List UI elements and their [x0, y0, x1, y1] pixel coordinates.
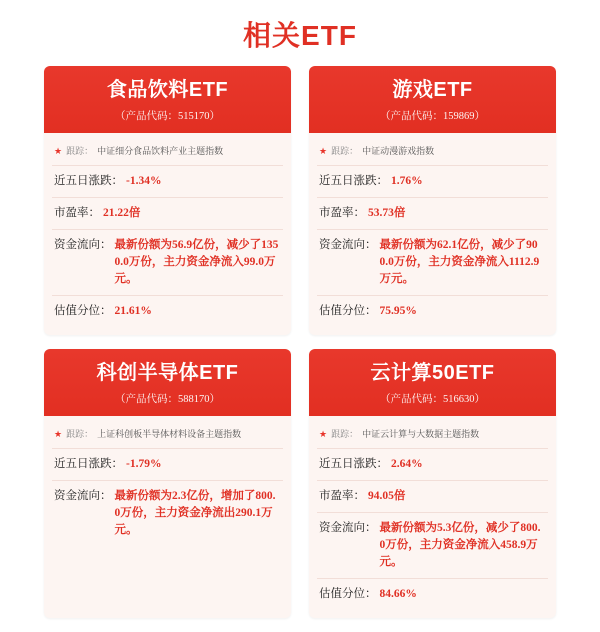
valuation-percentile-value: 75.95% [379, 305, 417, 317]
capital-flow-value: 最新份额为5.3亿份，减少了800.0万份，主力资金净流入458.9万元。 [379, 522, 541, 568]
capital-flow-value: 最新份额为2.3亿份，增加了800.0万份，主力资金净流出290.1万元。 [114, 490, 276, 536]
code-value: 588170 [178, 394, 210, 405]
etf-card[interactable] [44, 349, 291, 618]
capital-flow-label: 资金流向： [54, 239, 112, 251]
etf-card-header [309, 66, 556, 133]
valuation-percentile-value: 21.61% [114, 305, 152, 317]
capital-flow-value: 最新份额为62.1亿份，减少了900.0万份，主力资金净流入1112.9万元。 [379, 239, 540, 285]
pe-ratio-value: 53.73倍 [368, 207, 406, 219]
five-day-change-label: 近五日涨跌： [319, 175, 388, 187]
star-icon: ★ [54, 429, 63, 439]
etf-card[interactable] [44, 66, 291, 335]
five-day-change-row [317, 166, 548, 198]
capital-flow-label: 资金流向： [319, 239, 377, 251]
code-prefix: （产品代码： [115, 111, 178, 122]
valuation-percentile-value: 84.66% [379, 588, 417, 600]
etf-card-header [44, 66, 291, 133]
five-day-change-label: 近五日涨跌： [319, 458, 388, 470]
code-prefix: （产品代码： [115, 394, 178, 405]
track-row [317, 420, 548, 449]
five-day-change-value: 2.64% [391, 458, 423, 470]
pe-ratio-value: 94.05倍 [368, 490, 406, 502]
etf-card-header [44, 349, 291, 416]
track-row [317, 137, 548, 166]
code-suffix: ） [474, 394, 485, 405]
etf-code [50, 108, 285, 123]
five-day-change-label: 近五日涨跌： [54, 175, 123, 187]
star-icon: ★ [319, 146, 328, 156]
code-suffix: ） [209, 394, 220, 405]
etf-name: 科创半导体ETF [96, 362, 239, 384]
track-row [52, 137, 283, 166]
pe-ratio-label: 市盈率： [319, 490, 365, 502]
five-day-change-row [52, 166, 283, 198]
etf-card[interactable] [309, 349, 556, 618]
etf-card-header [309, 349, 556, 416]
pe-ratio-label: 市盈率： [54, 207, 100, 219]
capital-flow-row [52, 481, 283, 546]
etf-card-body [44, 416, 291, 618]
track-row [52, 420, 283, 449]
track-index-name: 中证云计算与大数据主题指数 [362, 429, 480, 439]
etf-code [315, 108, 550, 123]
track-label: 跟踪： [66, 429, 94, 439]
five-day-change-value: -1.34% [126, 175, 162, 187]
five-day-change-value: 1.76% [391, 175, 423, 187]
etf-card-body [309, 416, 556, 618]
valuation-percentile-label: 估值分位： [319, 588, 377, 600]
etf-card-body [309, 133, 556, 335]
capital-flow-row [317, 230, 548, 296]
code-suffix: ） [209, 111, 220, 122]
track-index-name: 中证细分食品饮料产业主题指数 [97, 146, 224, 156]
star-icon: ★ [319, 429, 328, 439]
etf-card-grid [0, 66, 600, 618]
code-value: 516630 [443, 394, 475, 405]
track-label: 跟踪： [66, 146, 94, 156]
code-suffix: ） [474, 111, 485, 122]
code-prefix: （产品代码： [380, 394, 443, 405]
page-title: 相关ETF [243, 20, 357, 51]
capital-flow-row [317, 513, 548, 579]
etf-code [50, 391, 285, 406]
etf-name: 云计算50ETF [370, 362, 495, 384]
five-day-change-row [317, 449, 548, 481]
track-index-name: 中证动漫游戏指数 [362, 146, 435, 156]
code-value: 159869 [443, 111, 475, 122]
etf-card-body [44, 133, 291, 335]
pe-ratio-label: 市盈率： [319, 207, 365, 219]
five-day-change-row [52, 449, 283, 481]
pe-ratio-value: 21.22倍 [103, 207, 141, 219]
capital-flow-label: 资金流向： [54, 490, 112, 502]
capital-flow-label: 资金流向： [319, 522, 377, 534]
valuation-percentile-label: 估值分位： [54, 305, 112, 317]
code-prefix: （产品代码： [380, 111, 443, 122]
pe-ratio-row [317, 481, 548, 513]
five-day-change-value: -1.79% [126, 458, 162, 470]
code-value: 515170 [178, 111, 210, 122]
valuation-percentile-row [317, 579, 548, 610]
capital-flow-value: 最新份额为56.9亿份，减少了1350.0万份，主力资金净流入99.0万元。 [114, 239, 279, 285]
pe-ratio-row [52, 198, 283, 230]
valuation-percentile-label: 估值分位： [319, 305, 377, 317]
track-label: 跟踪： [331, 429, 359, 439]
pe-ratio-row [317, 198, 548, 230]
track-index-name: 上证科创板半导体材料设备主题指数 [97, 429, 242, 439]
valuation-percentile-row [52, 296, 283, 327]
valuation-percentile-row [317, 296, 548, 327]
etf-card[interactable] [309, 66, 556, 335]
star-icon: ★ [54, 146, 63, 156]
capital-flow-row [52, 230, 283, 296]
five-day-change-label: 近五日涨跌： [54, 458, 123, 470]
etf-name: 食品饮料ETF [106, 79, 229, 101]
track-label: 跟踪： [331, 146, 359, 156]
etf-code [315, 391, 550, 406]
etf-name: 游戏ETF [392, 79, 473, 101]
